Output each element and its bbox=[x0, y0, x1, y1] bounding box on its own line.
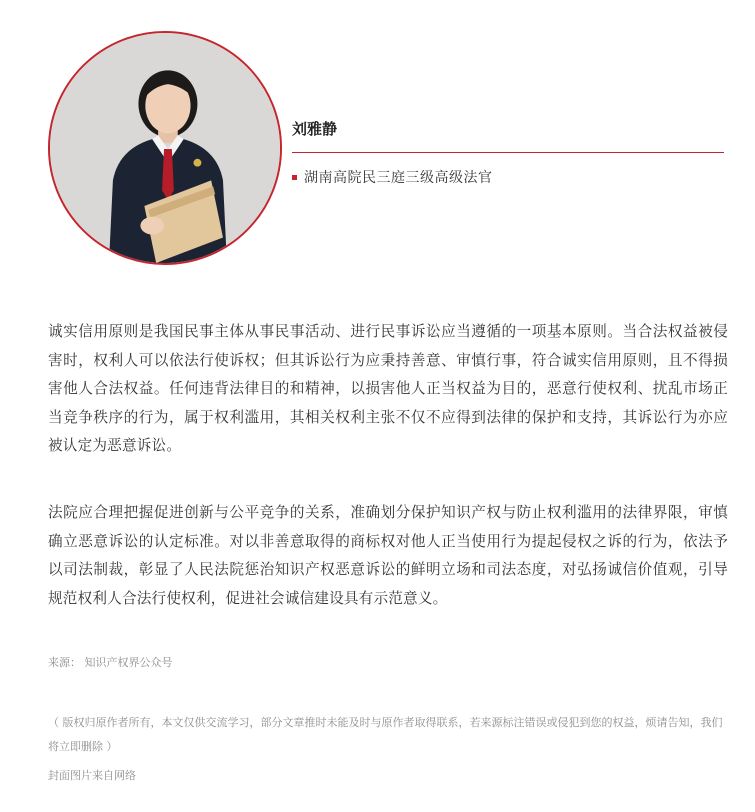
author-portrait bbox=[48, 31, 282, 265]
cover-image-note: 封面图片来自网络 bbox=[48, 769, 136, 782]
author-photo bbox=[50, 33, 280, 263]
article-paragraph-2: 法院应合理把握促进创新与公平竞争的关系，准确划分保护知识产权与防止权利滥用的法律界限，审慎确立恶意诉讼的认定标准。对以非善意取得的商标权对他人正当使用行为提起侵权之诉的行为，依法予以司法制裁，彰显了人民法院惩治知识产权恶意诉讼的鲜明立场和司法态度，对弘扬诚信价值观，引导规范权利人合法行使权利，促进社会诚信建设具有示范意义。 bbox=[48, 504, 728, 607]
author-name: 刘雅静 bbox=[292, 120, 338, 138]
red-bullet-icon bbox=[292, 175, 297, 180]
header-divider bbox=[292, 152, 724, 153]
article-paragraph-1: 诚实信用原则是我国民事主体从事民事活动、进行民事诉讼应当遵循的一项基本原则。当合法权益被侵害时，权利人可以依法行使诉权；但其诉讼行为应秉持善意、审慎行事，符合诚实信用原则，且不得损害他人合法权益。任何违背法律目的和精神，以损害他人正当权益为目的，恶意行使权利、扰乱市场正当竞争秩序的行为，属于权利滥用，其相关权利主张不仅不应得到法律的保护和支持，其诉讼行为亦应被认定为恶意诉讼。 bbox=[48, 323, 728, 455]
copyright-disclaimer: （ 版权归原作者所有，本文仅供交流学习，部分文章推时未能及时与原作者取得联系，若来源标注错误或侵犯到您的权益，烦请告知，我们将立即删除 ） bbox=[48, 716, 723, 753]
author-title: 湖南高院民三庭三级高级法官 bbox=[304, 170, 493, 186]
author-title-row bbox=[292, 167, 493, 187]
source-note: 来源： 知识产权界公众号 bbox=[48, 656, 173, 669]
